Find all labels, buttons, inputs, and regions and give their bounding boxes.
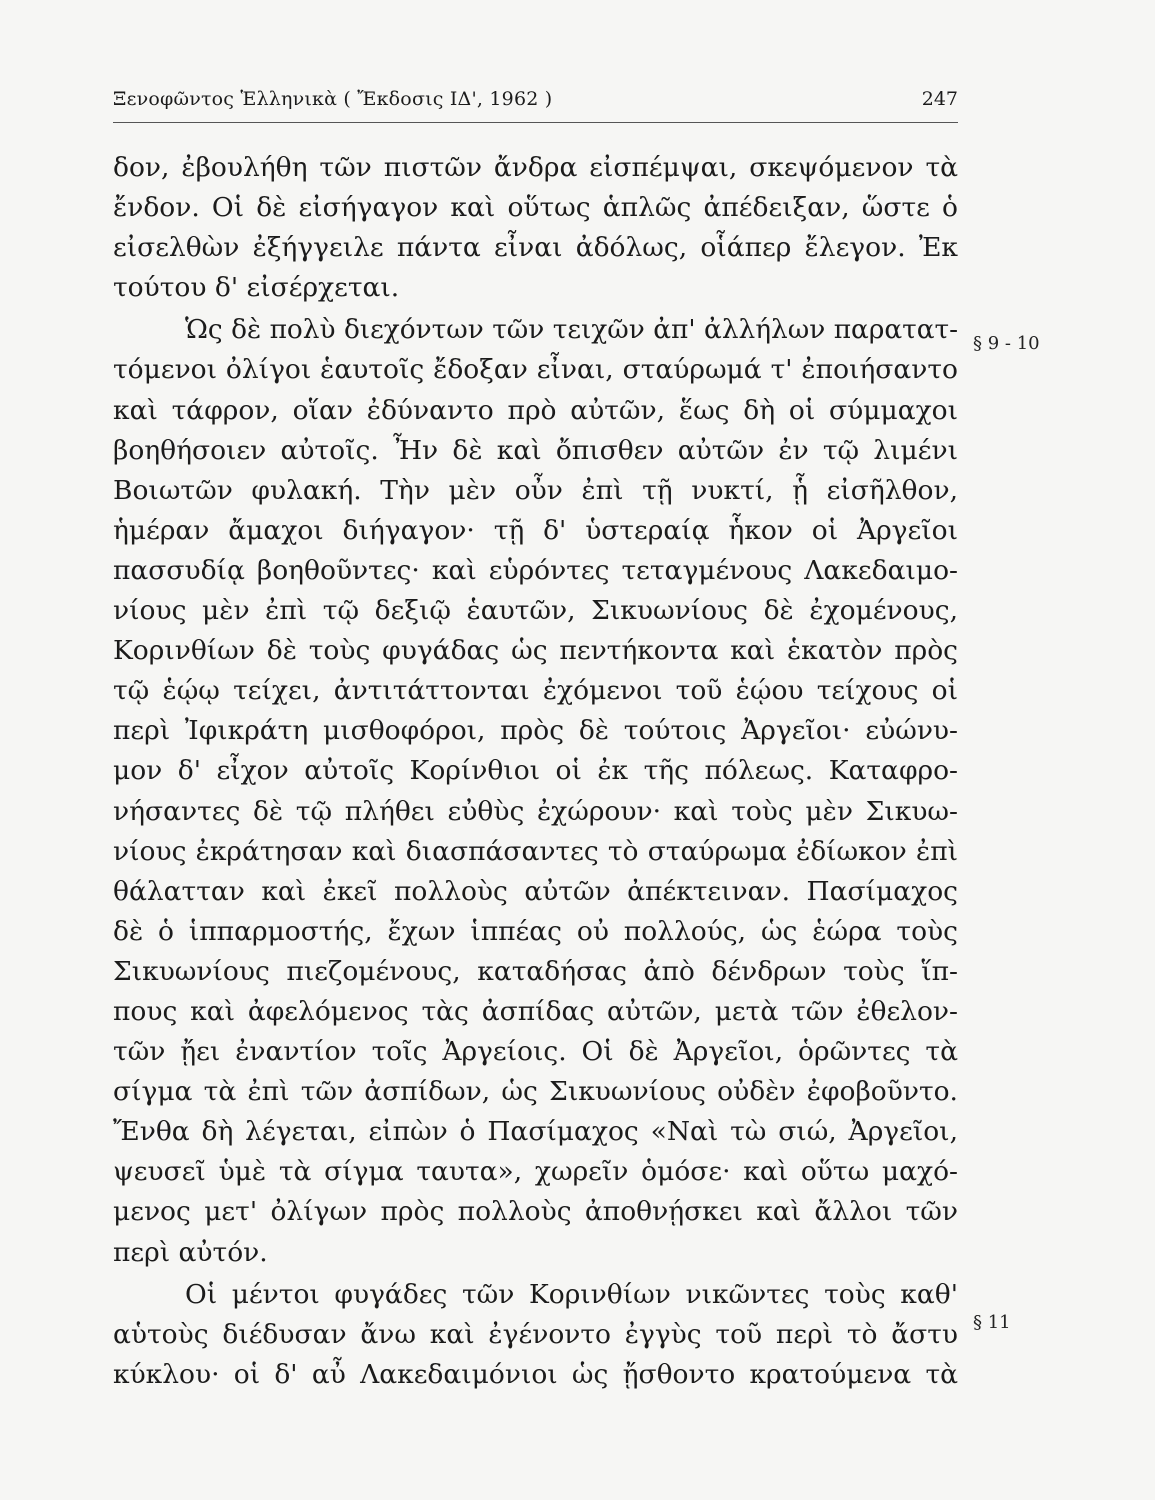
text-line: δὲ ὁ ἱππαρμοστής, ἔχων ἱππέας οὐ πολλούς, ὡς ἑώρα τοὺς bbox=[113, 915, 958, 947]
paragraph-battle bbox=[113, 310, 958, 1272]
margin-section-note: § 11 bbox=[973, 1312, 1011, 1333]
text-line: κύκλου· οἱ δ' αὖ Λακεδαιμόνιοι ὡς ᾔσθοντο κρατούμενα τὰ bbox=[113, 1358, 958, 1390]
paragraph-continuation bbox=[113, 148, 958, 308]
text-line: νήσαντες δὲ τῷ πλήθει εὐθὺς ἐχώρουν· καὶ τοὺς μὲν Σικυω- bbox=[113, 795, 958, 827]
text-line: νίους ἐκράτησαν καὶ διασπάσαντες τὸ σταύρωμα ἐδίωκον ἐπὶ bbox=[113, 835, 958, 867]
text-line: βοηθήσοιεν αὐτοῖς. Ἦν δὲ καὶ ὄπισθεν αὐτῶν ἐν τῷ λιμένι bbox=[113, 434, 958, 466]
text-line: Ἔνθα δὴ λέγεται, εἰπὼν ὁ Πασίμαχος «Ναὶ τὼ σιώ, Ἀργεῖοι, bbox=[113, 1116, 958, 1148]
text-line: ψευσεῖ ὑμὲ τὰ σίγμα ταυτα», χωρεῖν ὁμόσε· καὶ οὕτω μαχό- bbox=[113, 1156, 958, 1188]
text-line: νίους μὲν ἐπὶ τῷ δεξιῷ ἑαυτῶν, Σικυωνίους δὲ ἐχομένους, bbox=[113, 595, 958, 627]
text-line: Βοιωτῶν φυλακή. Τὴν μὲν οὖν ἐπὶ τῇ νυκτί, ᾗ εἰσῆλθον, bbox=[113, 474, 958, 506]
text-line: τούτου δ' εἰσέρχεται. bbox=[113, 272, 400, 304]
text-line: μενος μετ' ὀλίγων πρὸς πολλοὺς ἀποθνῄσκει καὶ ἄλλοι τῶν bbox=[113, 1196, 958, 1228]
text-line: θάλατταν καὶ ἐκεῖ πολλοὺς αὐτῶν ἀπέκτειναν. Πασίμαχος bbox=[113, 875, 958, 907]
text-line: Οἱ μέντοι φυγάδες τῶν Κορινθίων νικῶντες τοὺς καθ' bbox=[185, 1278, 958, 1310]
text-line: Ὡς δὲ πολὺ διεχόντων τῶν τειχῶν ἀπ' ἀλλήλων παρατατ- bbox=[185, 315, 958, 346]
text-line: αὑτοὺς διέδυσαν ἄνω καὶ ἐγένοντο ἐγγὺς τοῦ περὶ τὸ ἄστυ bbox=[113, 1318, 958, 1350]
page-header bbox=[113, 80, 958, 123]
text-line: τῷ ἑῴῳ τείχει, ἀντιτάττονται ἐχόμενοι τοῦ ἑῴου τείχους οἱ bbox=[113, 675, 958, 707]
text-line: πασσυδίᾳ βοηθοῦντες· καὶ εὑρόντες τεταγμένους Λακεδαιμο- bbox=[113, 554, 958, 586]
text-line: σίγμα τὰ ἐπὶ τῶν ἀσπίδων, ὡς Σικυωνίους οὐδὲν ἐφοβοῦντο. bbox=[113, 1076, 958, 1108]
text-line: μον δ' εἶχον αὐτοῖς Κορίνθιοι οἱ ἐκ τῆς πόλεως. Καταφρο- bbox=[113, 755, 958, 787]
text-line: Κορινθίων δὲ τοὺς φυγάδας ὡς πεντήκοντα καὶ ἑκατὸν πρὸς bbox=[113, 635, 958, 667]
text-line: πους καὶ ἀφελόμενος τὰς ἀσπίδας αὐτῶν, μετὰ τῶν ἐθελον- bbox=[113, 995, 958, 1027]
text-line: περὶ Ἰφικράτη μισθοφόροι, πρὸς δὲ τούτοις Ἀργεῖοι· εὐώνυ- bbox=[113, 715, 958, 747]
page-number: 247 bbox=[921, 88, 958, 110]
text-line: τόμενοι ὀλίγοι ἑαυτοῖς ἔδοξαν εἶναι, σταύρωμά τ' ἐποιήσαντο bbox=[113, 354, 958, 386]
text-line: καὶ τάφρον, οἵαν ἐδύναντο πρὸ αὐτῶν, ἕως δὴ οἱ σύμμαχοι bbox=[113, 394, 958, 426]
text-line: περὶ αὐτόν. bbox=[113, 1236, 268, 1268]
text-line: ἡμέραν ἄμαχοι διήγαγον· τῇ δ' ὑστεραίᾳ ἧκον οἱ Ἀργεῖοι bbox=[113, 514, 958, 546]
text-line: Σικυωνίους πιεζομένους, καταδήσας ἀπὸ δένδρων τοὺς ἵπ- bbox=[113, 955, 958, 987]
text-line: ἔνδον. Οἱ δὲ εἰσήγαγον καὶ οὕτως ἁπλῶς ἀπέδειξαν, ὥστε ὁ bbox=[113, 192, 958, 224]
body-text bbox=[113, 148, 958, 1395]
running-title: Ξενοφῶντος Ἑλληνικὰ ( Ἔκδοσις ΙΔ', 1962 ) bbox=[113, 88, 553, 110]
text-line: δον, ἐβουλήθη τῶν πιστῶν ἄνδρα εἰσπέμψαι, σκεψόμενον τὰ bbox=[113, 152, 958, 183]
text-line: εἰσελθὼν ἐξήγγειλε πάντα εἶναι ἀδόλως, οἷάπερ ἔλεγον. Ἐκ bbox=[113, 232, 958, 264]
text-line: τῶν ᾔει ἐναντίον τοῖς Ἀργείοις. Οἱ δὲ Ἀργεῖοι, ὁρῶντες τὰ bbox=[113, 1036, 958, 1068]
paragraph-exiles bbox=[113, 1275, 958, 1395]
margin-section-note: § 9 - 10 bbox=[973, 333, 1040, 354]
